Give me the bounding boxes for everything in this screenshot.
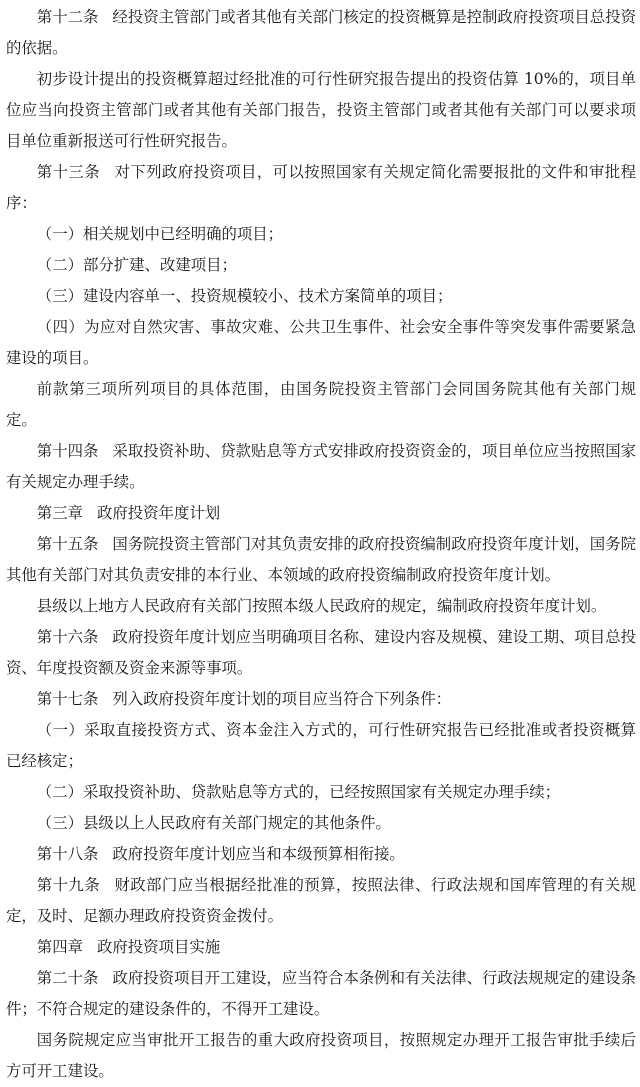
article-number: 第十八条	[36, 845, 99, 863]
paragraph	[6, 374, 636, 436]
paragraph	[6, 684, 636, 715]
paragraph-text: 国务院投资主管部门对其负责安排的政府投资编制政府投资年度计划，国务院其他有关部门对其负责安排的本行业、本领域的政府投资编制政府投资年度计划。	[6, 535, 636, 584]
paragraph	[6, 1025, 636, 1087]
paragraph	[6, 963, 636, 1025]
paragraph	[6, 157, 636, 219]
paragraph-text: （一）相关规划中已经明确的项目；	[36, 225, 284, 243]
paragraph-text: 政府投资项目开工建设，应当符合本条例和有关法律、行政法规规定的建设条件；不符合规定的建设条件的，不得开工建设。	[6, 969, 636, 1018]
chapter-title: 政府投资年度计划	[96, 504, 221, 522]
paragraph-text: （二）部分扩建、改建项目；	[36, 256, 237, 274]
paragraph	[6, 64, 636, 157]
paragraph-text: 初步设计提出的投资概算超过经批准的可行性研究报告提出的投资估算 10%的，项目单位应当向投资主管部门或者其他有关部门报告，投资主管部门或者其他有关部门可以要求项目单位重新报送可行性研究报告。	[6, 70, 636, 150]
article-number: 第十二条	[36, 8, 99, 26]
paragraph-text: （一）采取直接投资方式、资本金注入方式的，可行性研究报告已经批准或者投资概算已经核定；	[6, 721, 636, 770]
list-item	[6, 281, 636, 312]
chapter-title: 政府投资项目实施	[96, 938, 221, 956]
paragraph-text: 对下列政府投资项目，可以按照国家有关规定简化需要报批的文件和审批程序：	[6, 163, 636, 212]
article-number: 第十三条	[36, 163, 101, 181]
paragraph-text: 国务院规定应当审批开工报告的重大政府投资项目，按照规定办理开工报告审批手续后方可开工建设。	[6, 1031, 636, 1080]
chapter-number: 第四章	[36, 938, 83, 956]
chapter-heading	[6, 498, 636, 529]
paragraph	[6, 2, 636, 64]
paragraph-text: （二）采取投资补助、贷款贴息等方式的，已经按照国家有关规定办理手续；	[36, 783, 561, 801]
article-number: 第十五条	[36, 535, 99, 553]
chapter-heading	[6, 932, 636, 963]
article-number: 第二十条	[36, 969, 99, 987]
paragraph-text: 前款第三项所列项目的具体范围，由国务院投资主管部门会同国务院其他有关部门规定。	[6, 380, 636, 429]
paragraph-text: 县级以上地方人民政府有关部门按照本级人民政府的规定，编制政府投资年度计划。	[36, 597, 607, 615]
article-number: 第十七条	[36, 690, 99, 708]
paragraph	[6, 591, 636, 622]
article-number: 第十四条	[36, 442, 99, 460]
list-item	[6, 312, 636, 374]
paragraph	[6, 622, 636, 684]
paragraph-text: 政府投资年度计划应当明确项目名称、建设内容及规模、建设工期、项目总投资、年度投资额及资金来源等事项。	[6, 628, 636, 677]
article-number: 第十九条	[36, 876, 101, 894]
paragraph-text: 财政部门应当根据经批准的预算，按照法律、行政法规和国库管理的有关规定，及时、足额办理政府投资资金拨付。	[6, 876, 636, 925]
paragraph	[6, 870, 636, 932]
paragraph-text: （三）建设内容单一、投资规模较小、技术方案简单的项目；	[36, 287, 453, 305]
paragraph	[6, 436, 636, 498]
list-item	[6, 808, 636, 839]
paragraph-text: 采取投资补助、贷款贴息等方式安排政府投资资金的，项目单位应当按照国家有关规定办理手续。	[6, 442, 636, 491]
chapter-number: 第三章	[36, 504, 83, 522]
list-item	[6, 250, 636, 281]
paragraph-text: 政府投资年度计划应当和本级预算相衔接。	[112, 845, 405, 863]
paragraph-text: 经投资主管部门或者其他有关部门核定的投资概算是控制政府投资项目总投资的依据。	[6, 8, 636, 57]
paragraph	[6, 529, 636, 591]
list-item	[6, 777, 636, 808]
list-item	[6, 715, 636, 777]
paragraph	[6, 839, 636, 870]
list-item	[6, 219, 636, 250]
paragraph-text: 列入政府投资年度计划的项目应当符合下列条件：	[112, 690, 451, 708]
paragraph-text: （四）为应对自然灾害、事故灾难、公共卫生事件、社会安全事件等突发事件需要紧急建设的项目。	[6, 318, 636, 367]
article-number: 第十六条	[36, 628, 99, 646]
paragraph-text: （三）县级以上人民政府有关部门规定的其他条件。	[36, 814, 391, 832]
